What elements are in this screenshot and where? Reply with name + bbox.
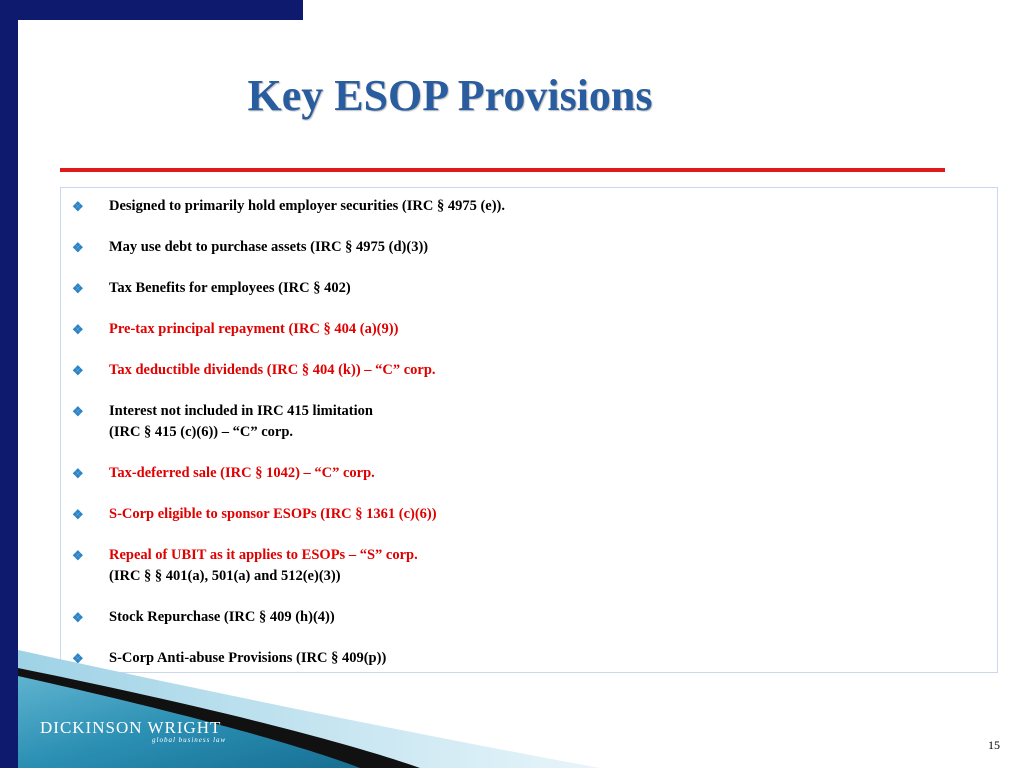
list-item-text: Interest not included in IRC 415 limitation bbox=[109, 403, 373, 419]
diamond-bullet-icon: ❖ bbox=[72, 281, 84, 296]
list-item-text: Tax-deferred sale (IRC § 1042) – “C” corp. bbox=[109, 465, 375, 481]
list-item-text: Designed to primarily hold employer securities (IRC § 4975 (e)). bbox=[109, 198, 506, 214]
slide-title: Key ESOP Provisions bbox=[247, 71, 653, 120]
diamond-bullet-icon: ❖ bbox=[72, 199, 84, 214]
list-item-text: May use debt to purchase assets (IRC § 4975 (d)(3)) bbox=[109, 239, 429, 255]
diamond-bullet-icon: ❖ bbox=[72, 404, 84, 419]
list-item-continuation: (IRC § § 401(a), 501(a) and 512(e)(3)) bbox=[109, 568, 341, 584]
diamond-bullet-icon: ❖ bbox=[72, 322, 84, 337]
diamond-bullet-icon: ❖ bbox=[72, 651, 84, 666]
diamond-bullet-icon: ❖ bbox=[72, 240, 84, 255]
logo-name: DICKINSON WRIGHT bbox=[40, 718, 222, 737]
diamond-bullet-icon: ❖ bbox=[72, 507, 84, 522]
list-item-text: S-Corp eligible to sponsor ESOPs (IRC § 1361 (c)(6)) bbox=[109, 506, 437, 522]
list-item-text: S-Corp Anti-abuse Provisions (IRC § 409(p)) bbox=[109, 650, 387, 666]
page-number: 15 bbox=[988, 738, 1000, 752]
list-item-text: Repeal of UBIT as it applies to ESOPs – “S” corp. bbox=[109, 547, 418, 563]
list-item-text: Tax Benefits for employees (IRC § 402) bbox=[109, 280, 351, 296]
diamond-bullet-icon: ❖ bbox=[72, 363, 84, 378]
company-logo bbox=[40, 718, 226, 744]
list-item-text: Pre-tax principal repayment (IRC § 404 (a)(9)) bbox=[109, 321, 399, 337]
list-item-text: Tax deductible dividends (IRC § 404 (k)) – “C” corp. bbox=[109, 362, 436, 378]
diamond-bullet-icon: ❖ bbox=[72, 466, 84, 481]
diamond-bullet-icon: ❖ bbox=[72, 610, 84, 625]
list-item-text: Stock Repurchase (IRC § 409 (h)(4)) bbox=[109, 609, 335, 625]
logo-tagline: global business law bbox=[152, 736, 227, 744]
list-item-continuation: (IRC § 415 (c)(6)) – “C” corp. bbox=[109, 424, 294, 440]
diamond-bullet-icon: ❖ bbox=[72, 548, 84, 563]
